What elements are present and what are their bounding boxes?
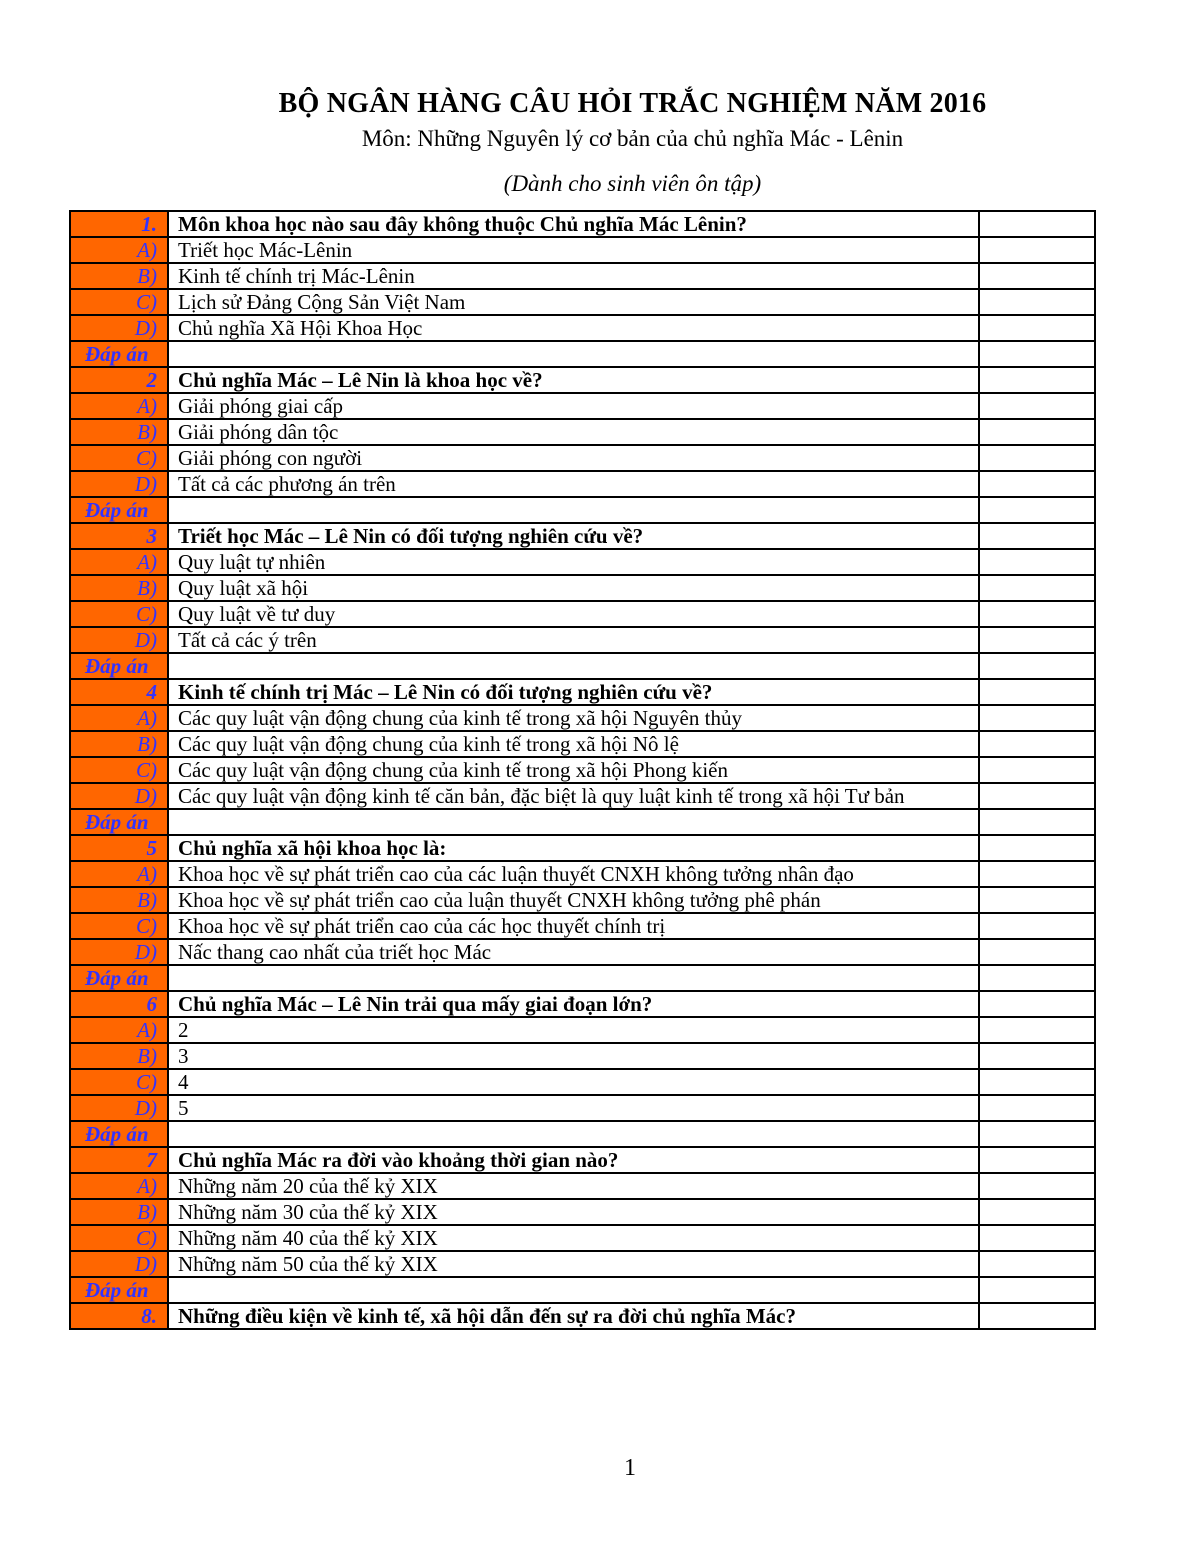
- page-number: 1: [624, 1455, 636, 1481]
- option-label: A): [70, 705, 168, 731]
- answer-cell: [979, 1069, 1095, 1095]
- option-label: B): [70, 731, 168, 757]
- answer-cell: [979, 861, 1095, 887]
- option-row: [70, 705, 1095, 731]
- question-row: [70, 991, 1095, 1017]
- option-row: [70, 887, 1095, 913]
- answer-cell: [979, 913, 1095, 939]
- answer-cell: [979, 653, 1095, 679]
- document-title: BỘ NGÂN HÀNG CÂU HỎI TRẮC NGHIỆM NĂM 2016: [278, 88, 987, 119]
- answer-row: [70, 1121, 1095, 1147]
- answer-cell: [979, 705, 1095, 731]
- question-row: [70, 1147, 1095, 1173]
- option-row: [70, 1225, 1095, 1251]
- option-text: Những năm 40 của thế kỷ XIX: [168, 1225, 979, 1251]
- answer-value: [168, 497, 979, 523]
- option-label: A): [70, 1017, 168, 1043]
- answer-label: Đáp án: [70, 1277, 168, 1303]
- option-label: B): [70, 1199, 168, 1225]
- answer-cell: [979, 523, 1095, 549]
- option-label: D): [70, 471, 168, 497]
- option-row: [70, 445, 1095, 471]
- option-text: Giải phóng con người: [168, 445, 979, 471]
- option-label: D): [70, 939, 168, 965]
- answer-cell: [979, 1173, 1095, 1199]
- option-row: [70, 627, 1095, 653]
- answer-cell: [979, 1095, 1095, 1121]
- option-text: Khoa học về sự phát triển cao của các luận thuyết CNXH không tưởng nhân đạo: [168, 861, 979, 887]
- option-text: Tất cả các phương án trên: [168, 471, 979, 497]
- option-text: Triết học Mác-Lênin: [168, 237, 979, 263]
- option-label: A): [70, 549, 168, 575]
- option-row: [70, 393, 1095, 419]
- answer-cell: [979, 263, 1095, 289]
- answer-row: [70, 341, 1095, 367]
- option-text: Khoa học về sự phát triển cao của các học thuyết chính trị: [168, 913, 979, 939]
- question-text: Triết học Mác – Lê Nin có đối tượng nghiên cứu về?: [168, 523, 979, 549]
- answer-row: [70, 653, 1095, 679]
- option-label: A): [70, 861, 168, 887]
- option-label: D): [70, 783, 168, 809]
- answer-cell: [979, 315, 1095, 341]
- option-label: D): [70, 315, 168, 341]
- answer-cell: [979, 757, 1095, 783]
- option-label: A): [70, 1173, 168, 1199]
- option-text: Kinh tế chính trị Mác-Lênin: [168, 263, 979, 289]
- question-text: Môn khoa học nào sau đây không thuộc Chủ nghĩa Mác Lênin?: [168, 211, 979, 237]
- answer-cell: [979, 237, 1095, 263]
- option-row: [70, 913, 1095, 939]
- option-text: Những năm 20 của thế kỷ XIX: [168, 1173, 979, 1199]
- option-label: D): [70, 1251, 168, 1277]
- option-label: B): [70, 263, 168, 289]
- question-number: 8.: [70, 1303, 168, 1329]
- option-text: 3: [168, 1043, 979, 1069]
- option-row: [70, 1173, 1095, 1199]
- question-table-body: [70, 211, 1095, 1329]
- question-row: [70, 835, 1095, 861]
- answer-cell: [979, 1303, 1095, 1329]
- answer-row: [70, 965, 1095, 991]
- option-label: C): [70, 757, 168, 783]
- option-text: Các quy luật vận động chung của kinh tế trong xã hội Nô lệ: [168, 731, 979, 757]
- answer-cell: [979, 575, 1095, 601]
- answer-cell: [979, 679, 1095, 705]
- question-text: Chủ nghĩa xã hội khoa học là:: [168, 835, 979, 861]
- option-label: C): [70, 289, 168, 315]
- option-text: Tất cả các ý trên: [168, 627, 979, 653]
- option-row: [70, 1199, 1095, 1225]
- answer-label: Đáp án: [70, 809, 168, 835]
- answer-row: [70, 1277, 1095, 1303]
- option-row: [70, 731, 1095, 757]
- answer-row: [70, 809, 1095, 835]
- question-row: [70, 523, 1095, 549]
- answer-cell: [979, 887, 1095, 913]
- answer-cell: [979, 1121, 1095, 1147]
- answer-value: [168, 809, 979, 835]
- option-text: Giải phóng giai cấp: [168, 393, 979, 419]
- answer-value: [168, 653, 979, 679]
- option-label: A): [70, 393, 168, 419]
- option-row: [70, 263, 1095, 289]
- option-text: Chủ nghĩa Xã Hội Khoa Học: [168, 315, 979, 341]
- answer-cell: [979, 341, 1095, 367]
- question-number: 3: [70, 523, 168, 549]
- option-row: [70, 1017, 1095, 1043]
- question-number: 4: [70, 679, 168, 705]
- option-row: [70, 757, 1095, 783]
- option-text: Khoa học về sự phát triển cao của luận thuyết CNXH không tưởng phê phán: [168, 887, 979, 913]
- option-row: [70, 315, 1095, 341]
- answer-row: [70, 497, 1095, 523]
- answer-cell: [979, 549, 1095, 575]
- option-label: A): [70, 237, 168, 263]
- answer-cell: [979, 627, 1095, 653]
- option-text: Các quy luật vận động kinh tế căn bản, đặc biệt là quy luật kinh tế trong xã hội Tư bản: [168, 783, 979, 809]
- answer-label: Đáp án: [70, 497, 168, 523]
- option-row: [70, 1069, 1095, 1095]
- answer-cell: [979, 471, 1095, 497]
- option-row: [70, 549, 1095, 575]
- option-label: C): [70, 601, 168, 627]
- option-row: [70, 419, 1095, 445]
- option-text: Lịch sử Đảng Cộng Sản Việt Nam: [168, 289, 979, 315]
- answer-cell: [979, 393, 1095, 419]
- question-text: Chủ nghĩa Mác – Lê Nin là khoa học về?: [168, 367, 979, 393]
- option-row: [70, 601, 1095, 627]
- option-text: 5: [168, 1095, 979, 1121]
- question-number: 2: [70, 367, 168, 393]
- option-row: [70, 289, 1095, 315]
- option-label: C): [70, 445, 168, 471]
- answer-cell: [979, 289, 1095, 315]
- document-subtitle: Môn: Những Nguyên lý cơ bản của chủ nghĩa Mác - Lênin: [361, 126, 904, 151]
- document-note: (Dành cho sinh viên ôn tập): [503, 171, 762, 196]
- answer-label: Đáp án: [70, 965, 168, 991]
- answer-cell: [979, 497, 1095, 523]
- answer-cell: [979, 1017, 1095, 1043]
- answer-cell: [979, 939, 1095, 965]
- option-text: 4: [168, 1069, 979, 1095]
- answer-cell: [979, 601, 1095, 627]
- option-text: Các quy luật vận động chung của kinh tế trong xã hội Nguyên thủy: [168, 705, 979, 731]
- option-row: [70, 1251, 1095, 1277]
- answer-value: [168, 965, 979, 991]
- answer-cell: [979, 1199, 1095, 1225]
- option-text: 2: [168, 1017, 979, 1043]
- answer-cell: [979, 1147, 1095, 1173]
- option-label: B): [70, 887, 168, 913]
- option-row: [70, 861, 1095, 887]
- answer-cell: [979, 1277, 1095, 1303]
- question-text: Chủ nghĩa Mác – Lê Nin trải qua mấy giai đoạn lớn?: [168, 991, 979, 1017]
- option-label: B): [70, 575, 168, 601]
- answer-cell: [979, 445, 1095, 471]
- option-row: [70, 237, 1095, 263]
- answer-cell: [979, 211, 1095, 237]
- option-text: Giải phóng dân tộc: [168, 419, 979, 445]
- option-row: [70, 471, 1095, 497]
- answer-cell: [979, 835, 1095, 861]
- answer-cell: [979, 731, 1095, 757]
- answer-cell: [979, 367, 1095, 393]
- option-label: D): [70, 627, 168, 653]
- option-row: [70, 1095, 1095, 1121]
- question-row: [70, 211, 1095, 237]
- question-number: 7: [70, 1147, 168, 1173]
- answer-cell: [979, 1225, 1095, 1251]
- answer-cell: [979, 991, 1095, 1017]
- option-label: D): [70, 1095, 168, 1121]
- option-label: C): [70, 913, 168, 939]
- answer-value: [168, 341, 979, 367]
- question-row: [70, 679, 1095, 705]
- question-number: 5: [70, 835, 168, 861]
- option-text: Nấc thang cao nhất của triết học Mác: [168, 939, 979, 965]
- option-row: [70, 783, 1095, 809]
- answer-cell: [979, 783, 1095, 809]
- question-text: Những điều kiện về kinh tế, xã hội dẫn đến sự ra đời chủ nghĩa Mác?: [168, 1303, 979, 1329]
- option-label: B): [70, 419, 168, 445]
- answer-cell: [979, 809, 1095, 835]
- option-row: [70, 575, 1095, 601]
- option-text: Quy luật về tư duy: [168, 601, 979, 627]
- question-text: Chủ nghĩa Mác ra đời vào khoảng thời gian nào?: [168, 1147, 979, 1173]
- option-label: C): [70, 1069, 168, 1095]
- answer-label: Đáp án: [70, 341, 168, 367]
- question-number: 6: [70, 991, 168, 1017]
- question-text: Kinh tế chính trị Mác – Lê Nin có đối tượng nghiên cứu về?: [168, 679, 979, 705]
- option-text: Những năm 30 của thế kỷ XIX: [168, 1199, 979, 1225]
- option-text: Quy luật xã hội: [168, 575, 979, 601]
- option-label: C): [70, 1225, 168, 1251]
- answer-label: Đáp án: [70, 1121, 168, 1147]
- option-label: B): [70, 1043, 168, 1069]
- answer-cell: [979, 419, 1095, 445]
- question-row: [70, 1303, 1095, 1329]
- question-row: [70, 367, 1095, 393]
- option-text: Những năm 50 của thế kỷ XIX: [168, 1251, 979, 1277]
- question-table: [69, 210, 1096, 1330]
- option-row: [70, 1043, 1095, 1069]
- answer-cell: [979, 1043, 1095, 1069]
- option-text: Quy luật tự nhiên: [168, 549, 979, 575]
- option-text: Các quy luật vận động chung của kinh tế trong xã hội Phong kiến: [168, 757, 979, 783]
- question-number: 1.: [70, 211, 168, 237]
- option-row: [70, 939, 1095, 965]
- answer-cell: [979, 965, 1095, 991]
- answer-label: Đáp án: [70, 653, 168, 679]
- answer-value: [168, 1277, 979, 1303]
- answer-value: [168, 1121, 979, 1147]
- answer-cell: [979, 1251, 1095, 1277]
